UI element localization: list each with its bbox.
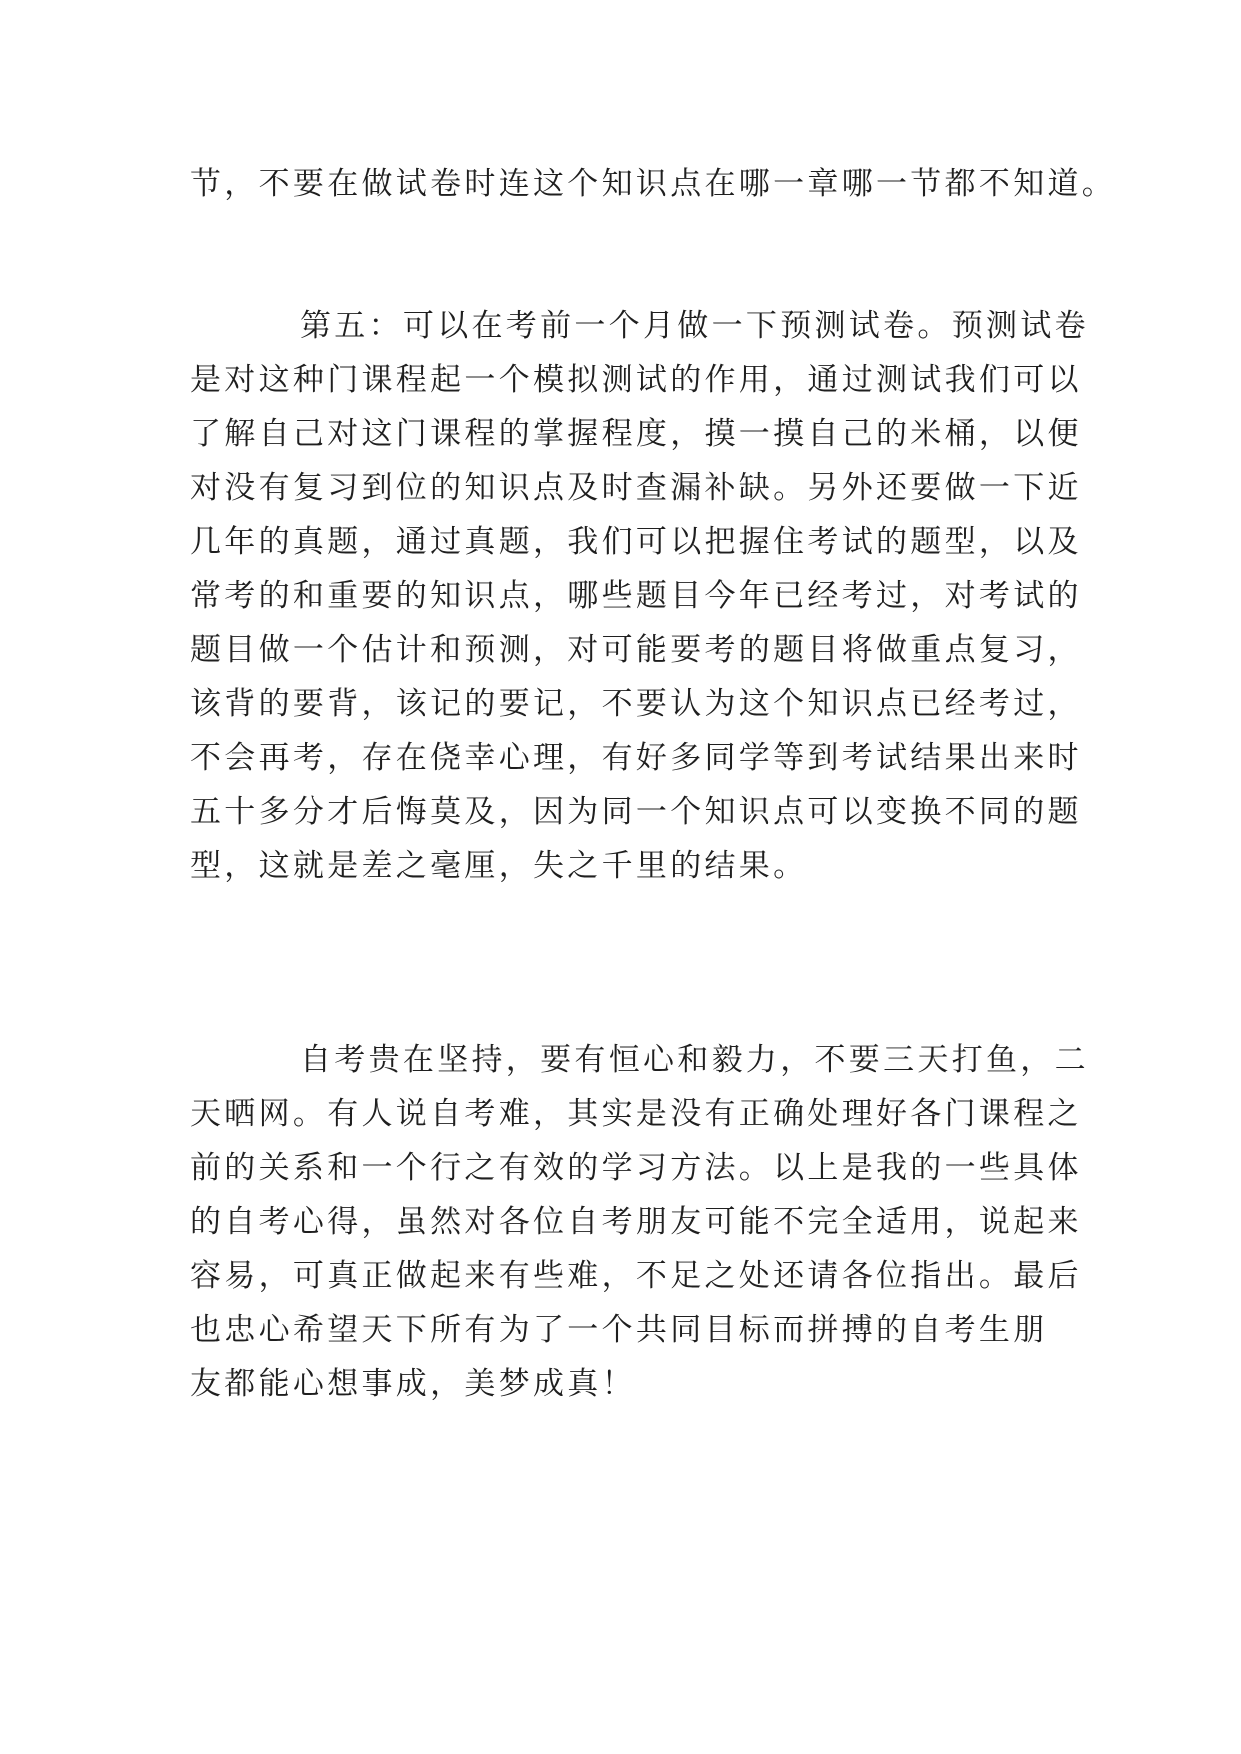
paragraph-line: 该背的要背，该记的要记，不要认为这个知识点已经考过， xyxy=(190,686,1082,722)
paragraph-line: 前的关系和一个行之有效的学习方法。以上是我的一些具体 xyxy=(190,1150,1082,1186)
fragment-line: 节，不要在做试卷时连这个知识点在哪一章哪一节都不知道。 xyxy=(190,166,1117,202)
paragraph-line: 的自考心得，虽然对各位自考朋友可能不完全适用，说起来 xyxy=(190,1204,1082,1240)
paragraph-line: 是对这种门课程起一个模拟测试的作用，通过测试我们可以 xyxy=(190,362,1082,398)
paragraph-line: 了解自己对这门课程的掌握程度，摸一摸自己的米桶，以便 xyxy=(190,416,1082,452)
paragraph-line: 型，这就是差之毫厘，失之千里的结果。 xyxy=(190,848,808,884)
paragraph-line: 自考贵在坚持，要有恒心和毅力，不要三天打鱼，二 xyxy=(300,1042,1089,1078)
paragraph-line: 第五：可以在考前一个月做一下预测试卷。预测试卷 xyxy=(300,308,1089,344)
paragraph-line: 对没有复习到位的知识点及时查漏补缺。另外还要做一下近 xyxy=(190,470,1082,506)
paragraph-line: 几年的真题，通过真题，我们可以把握住考试的题型，以及 xyxy=(190,524,1082,560)
paragraph-line: 不会再考，存在侥幸心理，有好多同学等到考试结果出来时 xyxy=(190,740,1082,776)
paragraph-line: 容易，可真正做起来有些难，不足之处还请各位指出。最后 xyxy=(190,1258,1082,1294)
paragraph-line: 也忠心希望天下所有为了一个共同目标而拼搏的自考生朋 xyxy=(190,1312,1048,1348)
paragraph-line: 常考的和重要的知识点，哪些题目今年已经考过，对考试的 xyxy=(190,578,1082,614)
paragraph-line: 五十多分才后悔莫及，因为同一个知识点可以变换不同的题 xyxy=(190,794,1082,830)
paragraph-line: 天晒网。有人说自考难，其实是没有正确处理好各门课程之 xyxy=(190,1096,1082,1132)
paragraph-line: 友都能心想事成，美梦成真！ xyxy=(190,1366,636,1402)
paragraph-line: 题目做一个估计和预测，对可能要考的题目将做重点复习， xyxy=(190,632,1082,668)
